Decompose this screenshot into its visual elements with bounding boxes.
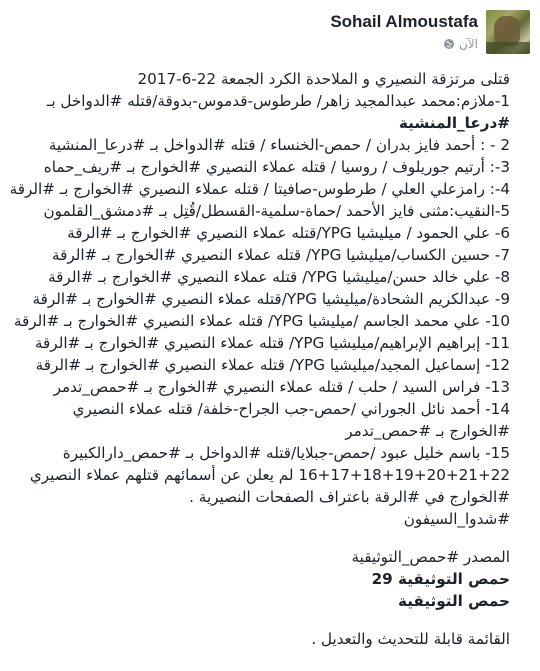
post-line: #الخوارج بـ #حمص_تدمر [345,422,510,440]
avatar[interactable] [486,10,530,54]
post-line: 10- علي محمد الجاسم /ميليشيا YPG/ قتله عملاء النصيري #الخوارج بـ #الرقة [13,312,510,330]
globe-icon [443,38,455,53]
post-line: 5-النقيب:مثنى فايز الأحمد /حماة-سلمية-القسطل/قُتِل بـ #دمشق_القلمون [43,202,510,220]
post-line: 9- عبدالكريم الشحادة/ميليشيا YPG/قتله عملاء النصيري #الخوارج بـ #الرقة [32,290,510,308]
timestamp[interactable]: الآن [459,37,478,51]
post-line: #الخوارج في #الرقة باعتراف الصفحات النصيرية . [189,488,510,506]
post-body [0,68,510,650]
spacer [0,530,510,546]
post-line: 6- علي الحمود / ميليشيا YPG/قتله عملاء النصيري #الخوارج بـ #الرقة [67,224,510,242]
source-line: حمص التوثيقية 29 [371,570,510,588]
post-header [0,0,540,62]
closing-note: القائمة قابلة للتحديث والتعديل . [311,630,510,648]
source-line: المصدر #حمص_التوثيقية [351,548,510,566]
post-line: 1-ملازم:محمد عبدالمجيد زاهر/ طرطوس-قدموس-بدوقة/قتله #الدواخل بـ [46,92,510,110]
post-line: 12- إسماعيل المجيد/ميليشيا YPG/ قتله عملاء النصيري #الخوارج بـ #الرقة [35,356,510,374]
post-line: #شدوا_السيفون [403,510,510,528]
post-line: قتلى مرتزقة النصيري و الملاحدة الكرد الجمعة 22-6-2017 [137,70,510,88]
post-line: 16+17+18+19+20+21+22 لم يعلن عن أسمائهم قتلهم عملاء النصيري [29,466,510,484]
post-line: 8- علي خالد حسن/ميليشيا YPG/ قتله عملاء النصيري #الخوارج بـ #الرقة [48,268,510,286]
author-name[interactable]: Sohail Almoustafa [330,12,478,31]
spacer [0,612,510,628]
post-line: 15- باسم خليل عبود /حمص-جبلايا/قتله #الدواخل بـ #حمص_دارالكبيرة [62,444,510,462]
post-line: 13- فراس السيد / حلب / قتله عملاء النصيري #الخوارج بـ #حمص_تدمر [53,378,510,396]
post-line: 4-: رامزعلي العلي / طرطوس-صافيتا / قتله عملاء النصيري #الخوارج بـ #الرقة [9,180,510,198]
post-line: #درعا_المنشية [398,114,510,132]
post-line: 11- إبراهيم الإبراهيم/ميليشيا YPG/ قتله عملاء النصيري #الخوارج بـ #الرقة [34,334,510,352]
post-line: 3-: أرتيم جوريلوف / روسيا / قتله عملاء النصيري #الخوارج بـ #ريف_حماه [43,158,510,176]
post-meta [439,37,478,53]
post-line: 14- أحمد نائل الجوراني /حمص-جب الجراح-خلفة/ قتله عملاء النصيري [72,400,510,418]
post-line: 7- حسين الكساب/ميليشيا YPG/ قتله عملاء النصيري #الخوارج بـ #الرقة [51,246,510,264]
post-line: 2 - : أحمد فايز بدران / حمص-الخنساء / قتله #الدواخل بـ #درعا_المنشية [48,136,510,154]
source-line: حمص التوثيقية [397,592,510,610]
